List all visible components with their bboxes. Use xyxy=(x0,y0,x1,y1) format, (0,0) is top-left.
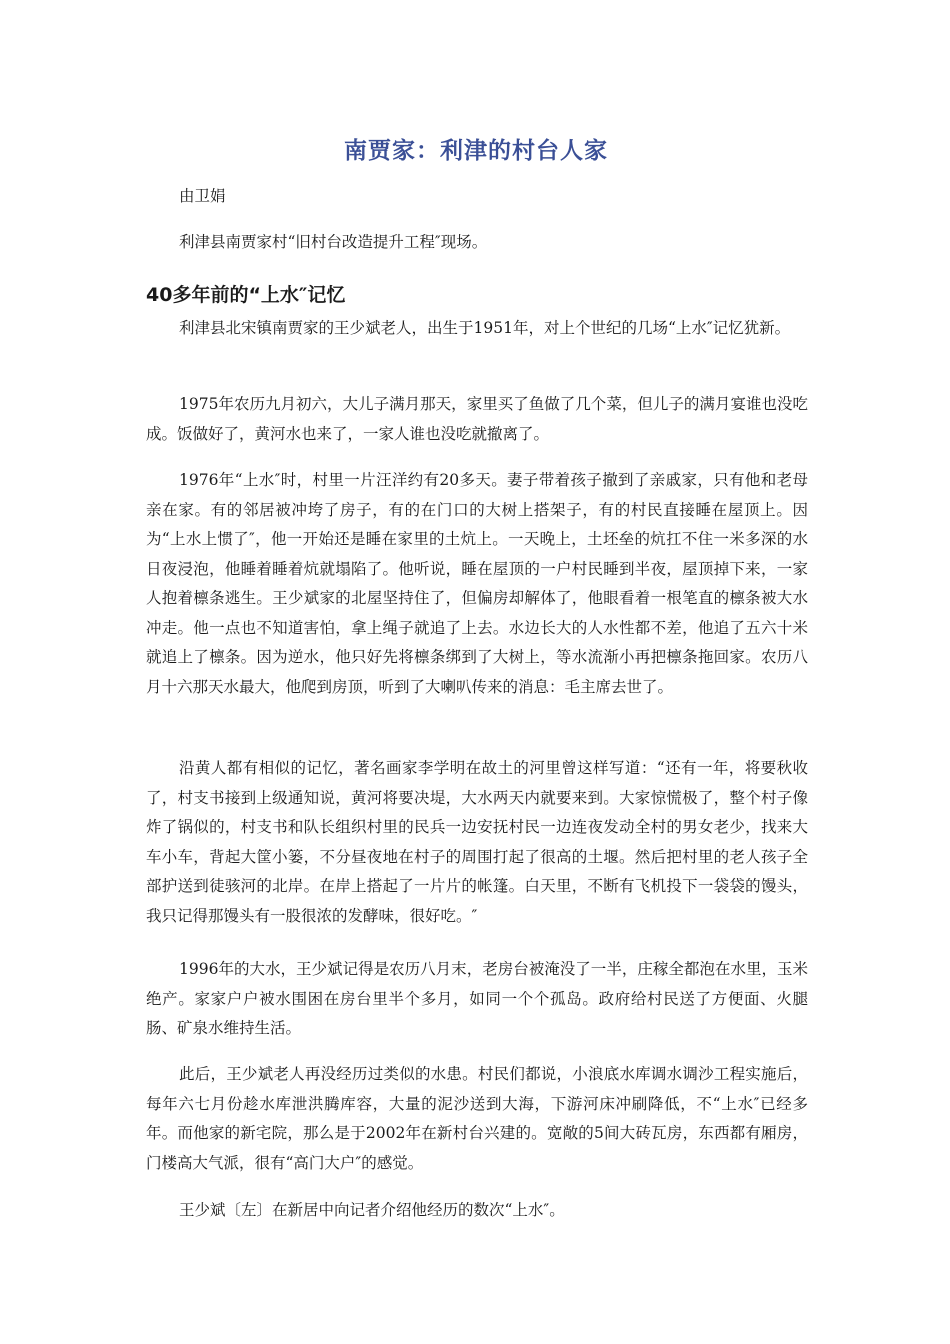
document-title: 南贾家：利津的村台人家 xyxy=(344,138,608,164)
author-line: 由卫娟 xyxy=(179,187,226,205)
paragraph: 沿黄人都有相似的记忆，著名画家李学明在故土的河里曾这样写道：“还有一年，将要秋收了，村支书接到上级通知说，黄河将要决堤，大水两天内就要来到。大家惊慌极了，整个村子像炸了锅似的，村支书和队长组织村里的民兵一边安抚村民一边连夜发动全村的男女老少，找来大车小车，背起大筐小篓，不分昼夜地在村子的周围打起了很高的土堰。然后把村里的老人孩子全部护送到徒骇河的北岸。在岸上搭起了一片片的帐篷。白天里，不断有飞机投下一袋袋的馒头，我只记得那馒头有一股很浓的发酵味，很好吃。″ xyxy=(146,759,808,925)
paragraph: 1976年“上水″时，村里一片汪洋约有20多天。妻子带着孩子撤到了亲戚家，只有他和老母亲在家。有的邻居被冲垮了房子，有的在门口的大树上搭架子，有的村民直接睡在屋顶上。因为“上水上惯了″，他一开始还是睡在家里的土炕上。一天晚上，土坯垒的炕扛不住一米多深的水日夜浸泡，他睡着睡着炕就塌陷了。他听说，睡在屋顶的一户村民睡到半夜，屋顶掉下来，一家人抱着檩条逃生。王少斌家的北屋坚持住了，但偏房却解体了，他眼看着一根笔直的檩条被大水冲走。他一点也不知道害怕，拿上绳子就追了上去。水边长大的人水性都不差，他追了五六十米就追上了檩条。因为逆水，他只好先将檩条绑到了大树上，等水流渐小再把檩条拖回家。农历八月十六那天水最大，他爬到房顶，听到了大喇叭传来的消息：毛主席去世了。 xyxy=(146,471,808,696)
paragraph: 1975年农历九月初六，大儿子满月那天，家里买了鱼做了几个菜，但儿子的满月宴谁也没吃成。饭做好了，黄河水也来了，一家人谁也没吃就撤离了。 xyxy=(146,395,808,443)
paragraph: 利津县北宋镇南贾家的王少斌老人，出生于1951年，对上个世纪的几场“上水″记忆犹新。 xyxy=(179,319,791,337)
paragraph: 1996年的大水，王少斌记得是农历八月末，老房台被淹没了一半，庄稼全都泡在水里，玉米绝产。家家户户被水围困在房台里半个多月，如同一个个孤岛。政府给村民送了方便面、火腿肠、矿泉水维持生活。 xyxy=(146,960,808,1037)
paragraph: 此后，王少斌老人再没经历过类似的水患。村民们都说，小浪底水库调水调沙工程实施后，每年六七月份趁水库泄洪腾库容，大量的泥沙送到大海，下游河床冲刷降低，不“上水″已经多年。而他家的新宅院，那么是于2002年在新村台兴建的。宽敞的5间大砖瓦房，东西都有厢房，门楼高大气派，很有“高门大户″的感觉。 xyxy=(146,1065,808,1172)
photo-caption: 王少斌〔左〕在新居中向记者介绍他经历的数次“上水″。 xyxy=(179,1201,565,1219)
photo-caption: 利津县南贾家村“旧村台改造提升工程″现场。 xyxy=(179,233,488,251)
section-heading: 40多年前的“上水″记忆 xyxy=(146,284,346,306)
